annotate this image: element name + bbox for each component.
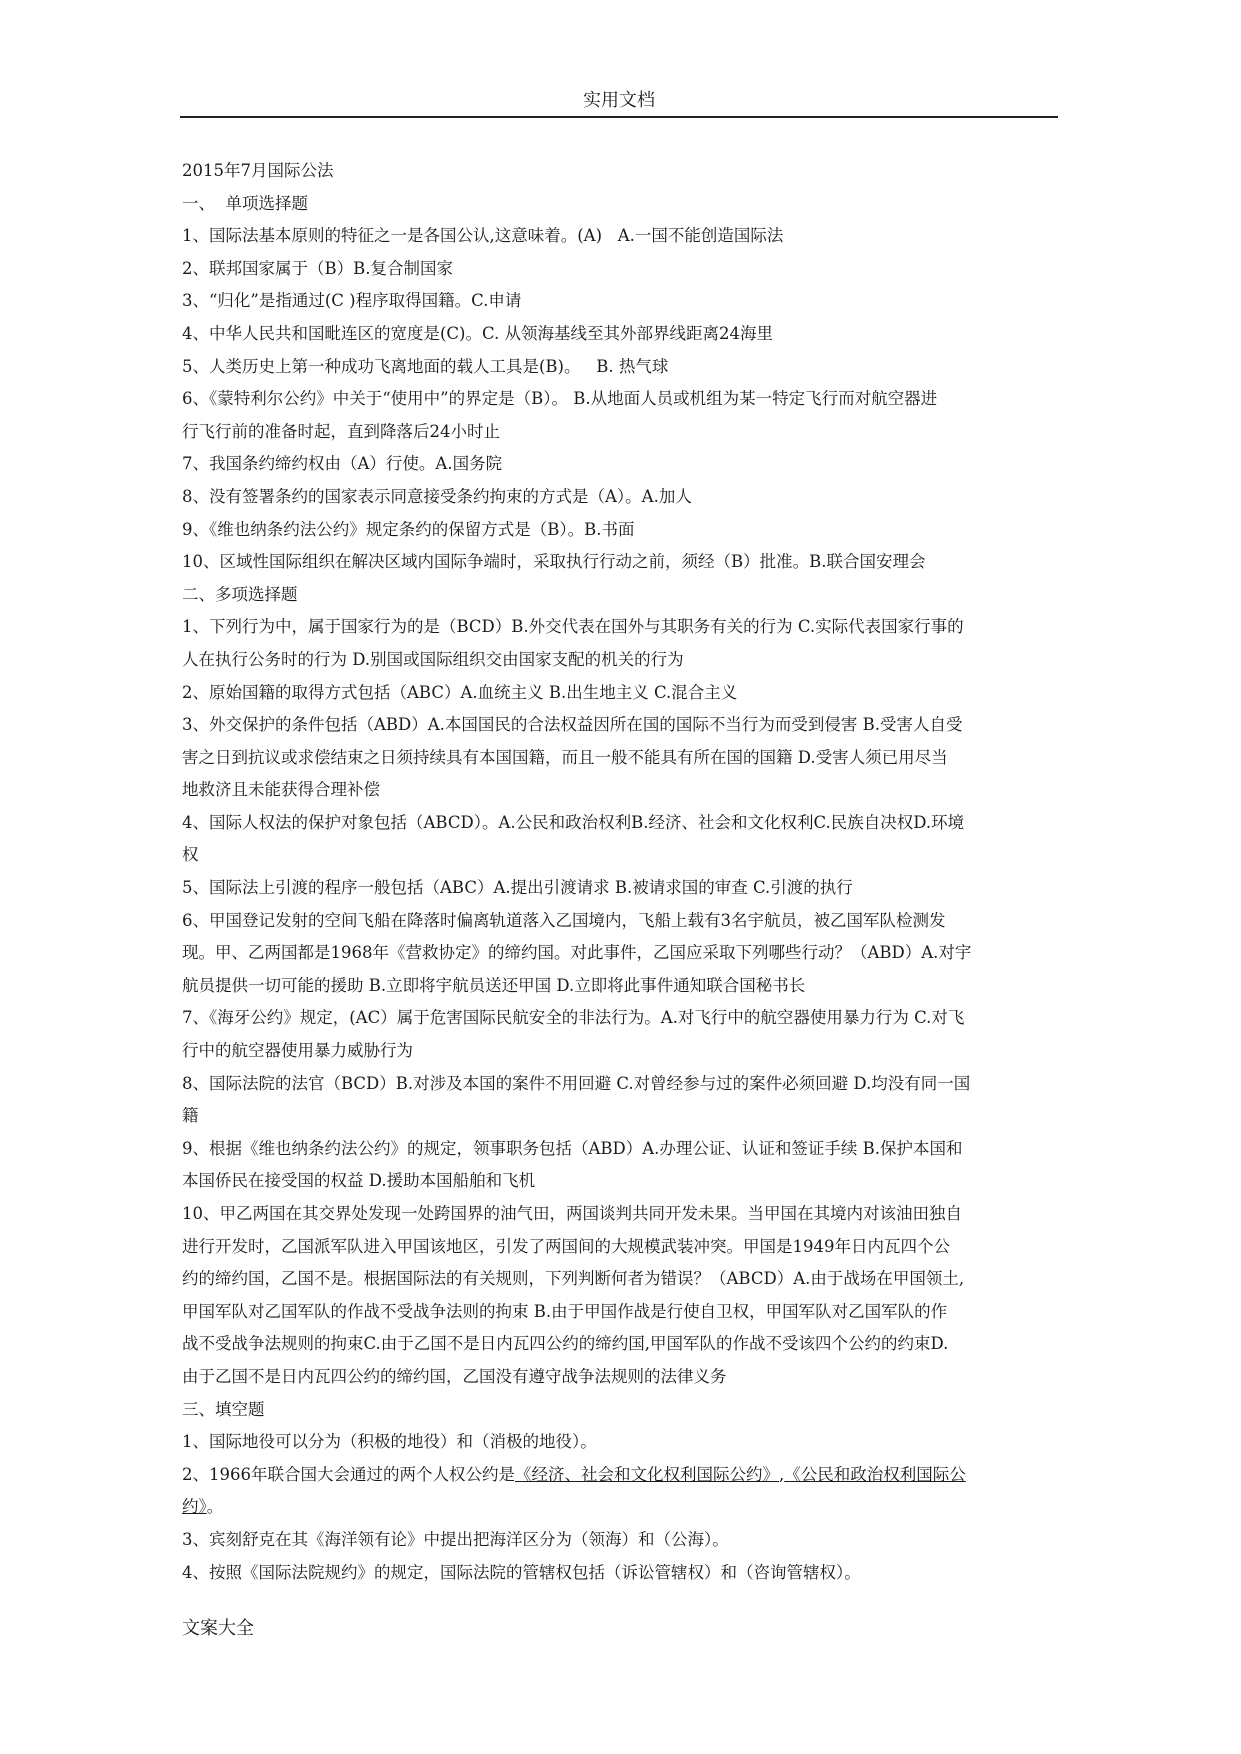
text-line: 4、按照《国际法院规约》的规定，国际法院的管辖权包括（诉讼管辖权）和（咨询管辖权）。	[182, 1562, 861, 1582]
text-line: 3、“归化”是指通过(C )程序取得国籍。C.申请	[182, 291, 522, 311]
text-line: 现。甲、乙两国都是1968年《营救协定》的缔约国。对此事件，乙国应采取下列哪些行动？（ABD）A.对宇	[182, 943, 972, 963]
text-line: 由于乙国不是日内瓦四公约的缔约国，乙国没有遵守战争法规则的法律义务	[182, 1366, 727, 1386]
text-line: 9、根据《维也纳条约法公约》的规定，领事职务包括（ABD）A.办理公证、认证和签证手续 B.保护本国和	[182, 1138, 963, 1158]
text-line: 航员提供一切可能的援助 B.立即将宇航员送还甲国 D.立即将此事件通知联合国秘书长	[182, 975, 806, 995]
text-line: 6、《蒙特利尔公约》中关于“使用中”的界定是（B）。 B.从地面人员或机组为某一特定飞行而对航空器进	[182, 389, 938, 409]
text-line: 1、国际地役可以分为（积极的地役）和（消极的地役）。	[182, 1432, 597, 1452]
text-line: 2、联邦国家属于（B）B.复合制国家	[182, 258, 453, 278]
section-heading-single-choice: 一、 单项选择题	[182, 193, 308, 213]
text-line: 3、宾刻舒克在其《海洋领有论》中提出把海洋区分为（领海）和（公海）。	[182, 1529, 729, 1549]
text-line: 4、国际人权法的保护对象包括（ABCD）。A.公民和政治权利B.经济、社会和文化权利C.民族自决权D.环境	[182, 812, 965, 832]
text-line: 地救济且未能获得合理补偿	[182, 780, 380, 800]
underlined-answer: 《经济、社会和文化权利国际公约》	[515, 1464, 779, 1484]
page-footer: 文案大全	[182, 1618, 254, 1639]
text-line: 籍	[182, 1106, 199, 1126]
text-line: 1、国际法基本原则的特征之一是各国公认,这意味着。(A) A.一国不能创造国际法	[182, 226, 784, 246]
text-line: 7、我国条约缔约权由（A）行使。A.国务院	[182, 454, 503, 474]
page-header-title: 实用文档	[583, 90, 655, 111]
text-line: 10、区域性国际组织在解决区域内国际争端时，采取执行行动之前，须经（B）批准。B.联合国安理会	[182, 552, 926, 572]
text-fragment: 2、1966年联合国大会通过的两个人权公约是	[182, 1464, 515, 1484]
text-line: 行中的航空器使用暴力威胁行为	[182, 1041, 413, 1061]
text-line: 1、下列行为中，属于国家行为的是（BCD）B.外交代表在国外与其职务有关的行为 C.实际代表国家行事的	[182, 617, 964, 637]
text-line: 甲国军队对乙国军队的作战不受战争法则的拘束 B.由于甲国作战是行使自卫权，甲国军队对乙国军队的作	[182, 1301, 948, 1321]
text-line: 5、国际法上引渡的程序一般包括（ABC）A.提出引渡请求 B.被请求国的审查 C.引渡的执行	[182, 878, 853, 898]
text-line: 本国侨民在接受国的权益 D.援助本国船舶和飞机	[182, 1171, 536, 1191]
text-line-with-underline	[182, 1491, 1062, 1524]
text-line: 进行开发时，乙国派军队进入甲国该地区，引发了两国间的大规模武装冲突。甲国是1949年日内瓦四个公	[182, 1236, 950, 1256]
underlined-answer: 《公民和政治权利国际公	[784, 1464, 966, 1484]
text-line: 3、外交保护的条件包括（ABD）A.本国国民的合法权益因所在国的国际不当行为而受到侵害 B.受害人自受	[182, 715, 963, 735]
text-line: 2、原始国籍的取得方式包括（ABC）A.血统主义 B.出生地主义 C.混合主义	[182, 682, 738, 702]
text-fragment: 。	[206, 1497, 224, 1517]
doc-title: 2015年7月国际公法	[182, 161, 334, 180]
text-line: 行飞行前的准备时起，直到降落后24小时止	[182, 421, 500, 441]
text-line: 战不受战争法规则的拘束C.由于乙国不是日内瓦四公约的缔约国,甲国军队的作战不受该四个公约的约束D.	[182, 1334, 949, 1354]
text-line: 5、人类历史上第一种成功飞离地面的载人工具是(B)。 B. 热气球	[182, 356, 669, 376]
text-line: 人在执行公务时的行为 D.别国或国际组织交由国家支配的机关的行为	[182, 649, 684, 669]
underlined-answer: 约》	[182, 1497, 207, 1517]
text-line-with-underline	[182, 1459, 1062, 1492]
section-heading-multiple-choice: 二、多项选择题	[182, 584, 298, 604]
text-line: 9、《维也纳条约法公约》规定条约的保留方式是（B）。B.书面	[182, 519, 635, 539]
text-line: 7、《海牙公约》规定，(AC）属于危害国际民航安全的非法行为。A.对飞行中的航空器使用暴力行为 C.对飞	[182, 1008, 965, 1028]
text-line: 10、甲乙两国在其交界处发现一处跨国界的油气田，两国谈判共同开发未果。当甲国在其境内对该油田独自	[182, 1204, 962, 1223]
text-fragment: ,	[779, 1464, 785, 1484]
section-heading-fill-in: 三、填空题	[182, 1399, 265, 1419]
text-line: 8、国际法院的法官（BCD）B.对涉及本国的案件不用回避 C.对曾经参与过的案件必须回避 D.均没有同一国	[182, 1073, 971, 1093]
text-line: 权	[182, 845, 199, 865]
text-line: 害之日到抗议或求偿结束之日须持续具有本国国籍，而且一般不能具有所在国的国籍 D.受害人须已用尽当	[182, 747, 948, 767]
text-line: 8、没有签署条约的国家表示同意接受条约拘束的方式是（A）。A.加人	[182, 486, 692, 506]
text-line: 4、中华人民共和国毗连区的宽度是(C)。C. 从领海基线至其外部界线距离24海里	[182, 323, 774, 343]
header-divider	[180, 116, 1058, 118]
document-body	[182, 155, 1062, 1589]
text-line: 约的缔约国，乙国不是。根据国际法的有关规则，下列判断何者为错误？（ABCD）A.由于战场在甲国领土,	[182, 1269, 965, 1289]
text-line: 6、甲国登记发射的空间飞船在降落时偏离轨道落入乙国境内，飞船上载有3名宇航员，被乙国军队检测发	[182, 910, 946, 930]
